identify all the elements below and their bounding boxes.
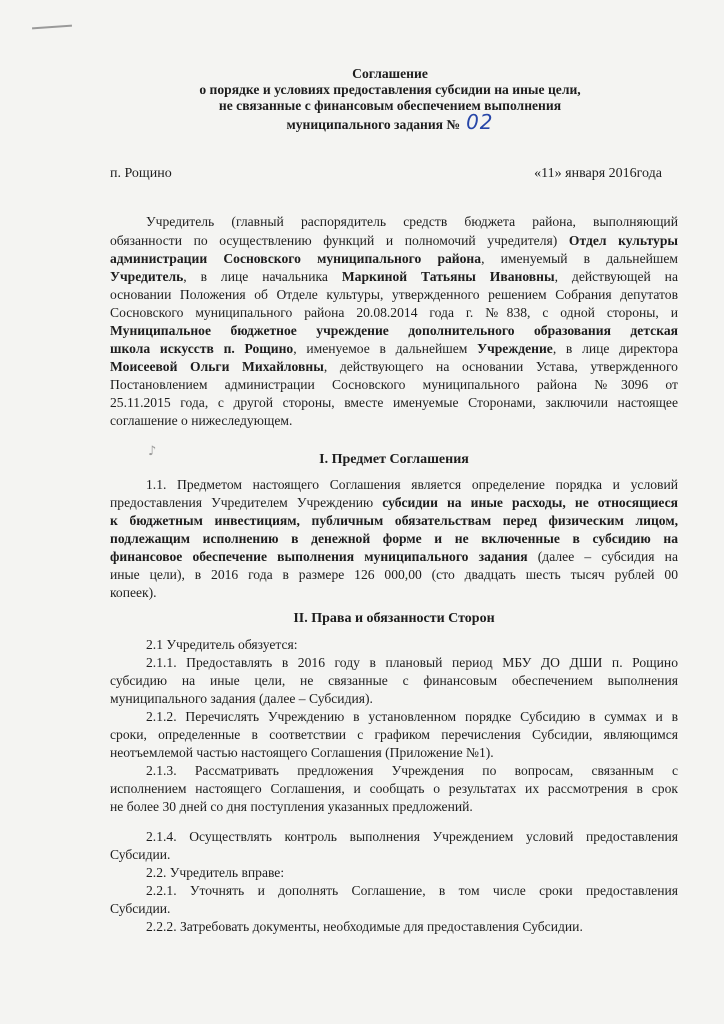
s2-line-9: исполнением настоящего Соглашения, и сообщать о результатах их рассмотрения в срок: [110, 781, 678, 796]
intro-line-6: Сосновского муниципального района 20.08.2014 года г. №838, с одной стороны, и: [110, 305, 678, 320]
s2-line-1: 2.1 Учредитель обязуется:: [146, 637, 298, 652]
place: п. Рощино: [110, 166, 172, 181]
intro-line-5: основании Положения об Отделе культуры, утвержденного решением Собрания депутатов: [110, 287, 678, 302]
s2-line-12: Субсидии.: [110, 847, 171, 862]
date: «11» января 2016года: [534, 166, 662, 181]
intro-line-7: Муниципальное бюджетное учреждение дополнительного образования детская: [110, 323, 678, 338]
s1-line-6: иные цели), в 2016 года в размере 126 000,00 (сто двадцать шесть тысяч рублей 00: [110, 567, 678, 582]
s1-line-1: 1.1. Предметом настоящего Соглашения является определение порядка и условий: [146, 477, 678, 492]
title-line-4: [120, 110, 660, 134]
section-1-heading: I. Предмет Соглашения: [319, 452, 469, 467]
title-line-2: о порядке и условиях предоставления субсидии на иные цели,: [199, 82, 581, 97]
intro-line-1: Учредитель (главный распорядитель средств бюджета района, выполняющий: [146, 214, 678, 229]
s1-line-3: к бюджетным инвестициям, публичным обязательствам перед физическим лицом,: [110, 513, 678, 528]
intro-line-10: Постановлением администрации Сосновского муниципального района №3096 от: [110, 377, 678, 392]
s2-line-13: 2.2. Учредитель вправе:: [146, 865, 285, 880]
scan-scribble: ♪: [148, 444, 157, 459]
s1-line-7: копеек).: [110, 585, 157, 600]
s2-line-6: сроки, определенные в соответствии с графиком перечисления Субсидии, являющимся: [110, 727, 678, 742]
intro-line-11: 25.11.2015 года, с другой стороны, вместе именуемые Сторонами, заключили настоящее: [110, 395, 678, 410]
s2-line-10: не более 30 дней со дня поступления указанных предложений.: [110, 799, 473, 814]
s1-line-2: предоставления Учредителем Учреждению субсидии на иные расходы, не относящиеся: [110, 495, 678, 510]
title-line-4-text: муниципального задания №: [286, 117, 461, 132]
intro-line-9: Моисеевой Ольги Михайловны, действующего на основании Устава, утвержденного: [110, 359, 678, 374]
document-title: [120, 66, 660, 133]
section-2-heading: II. Права и обязанности Сторон: [293, 611, 495, 626]
s1-line-5: финансовое обеспечение выполнения муниципального задания (далее – субсидия на: [110, 549, 678, 564]
intro-line-2: обязанности по осуществлению функций и полномочий учредителя) Отдел культуры: [110, 233, 678, 248]
title-line-1: Соглашение: [352, 66, 428, 81]
intro-line-3: администрации Сосновского муниципального района, именуемый в дальнейшем: [110, 251, 678, 266]
s2-line-15: Субсидии.: [110, 901, 171, 916]
s2-line-14: 2.2.1. Уточнять и дополнять Соглашение, в том числе сроки предоставления: [146, 883, 678, 898]
title-line-3: не связанные с финансовым обеспечением выполнения: [218, 98, 562, 113]
s2-line-3: субсидию на иные цели, не связанные с финансовым обеспечением выполнения: [110, 673, 678, 688]
s2-line-4: муниципального задания (далее – Субсидия).: [110, 691, 373, 706]
scan-mark: [32, 25, 72, 30]
s2-line-5: 2.1.2. Перечислять Учреждению в установленном порядке Субсидию в суммах и в: [146, 709, 678, 724]
s2-line-2: 2.1.1. Предоставлять в 2016 году в плановый период МБУ ДО ДШИ п. Рощино: [146, 655, 678, 670]
s2-line-11: 2.1.4. Осуществлять контроль выполнения Учреждением условий предоставления: [146, 829, 678, 844]
intro-line-4: Учредитель, в лице начальника Маркиной Татьяны Ивановны, действующей на: [110, 269, 678, 284]
intro-line-12: соглашение о нижеследующем.: [110, 413, 293, 428]
s1-line-4: подлежащим исполнению в денежной форме и не включенные в субсидию на: [110, 531, 678, 546]
s2-line-16: 2.2.2. Затребовать документы, необходимые для предоставления Субсидии.: [146, 919, 583, 934]
intro-line-8: школа искусств п. Рощино, именуемое в дальнейшем Учреждение, в лице директора: [110, 341, 678, 356]
handwritten-number: 02: [466, 110, 494, 134]
s2-line-8: 2.1.3. Рассматривать предложения Учреждения по вопросам, связанным с: [146, 763, 678, 778]
s2-line-7: неотъемлемой частью настоящего Соглашения (Приложение №1).: [110, 745, 494, 760]
